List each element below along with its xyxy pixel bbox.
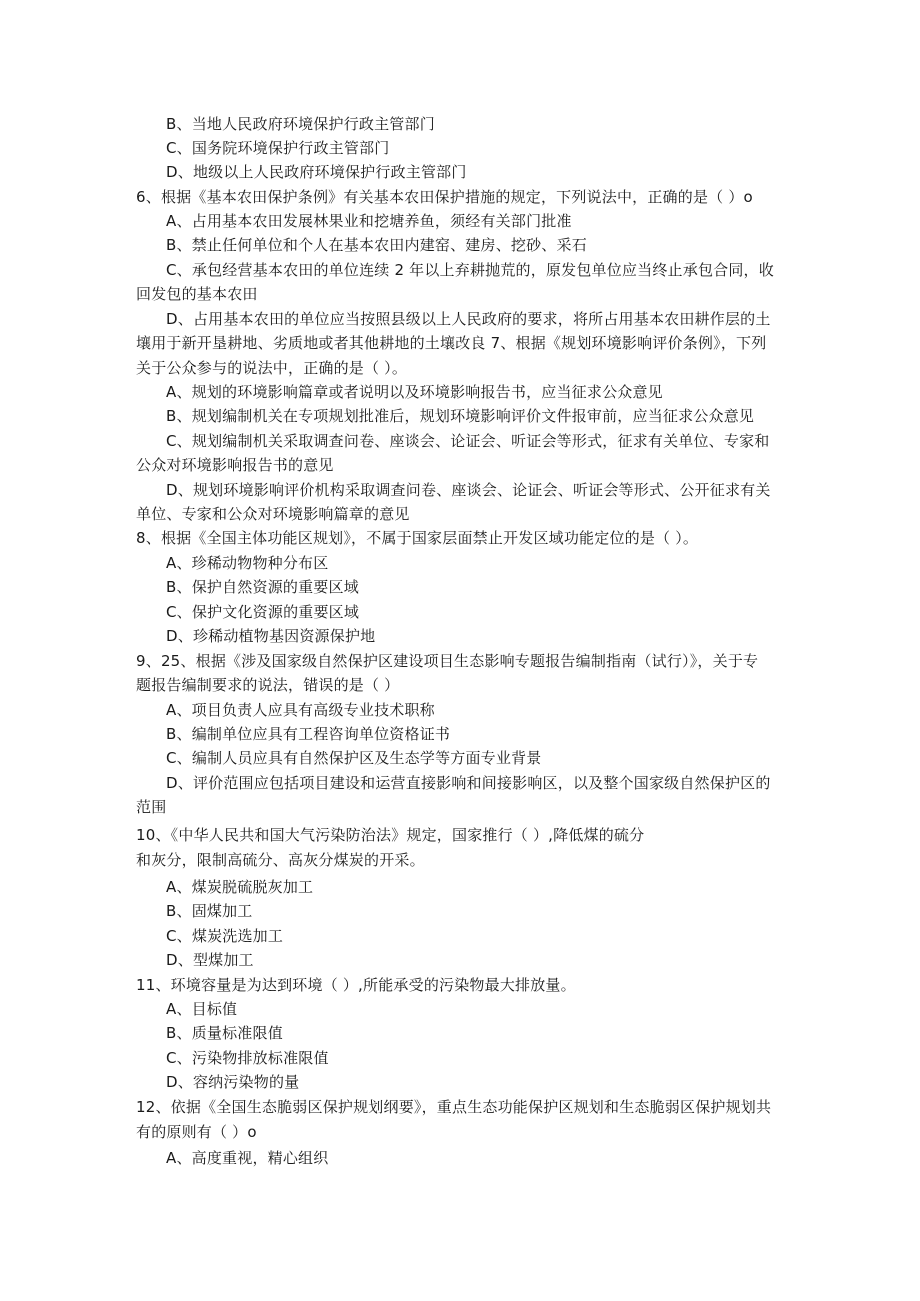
question-line: 11、环境容量是为达到环境（ ）,所能承受的污染物最大排放量。	[136, 976, 576, 994]
question-line: 12、依据《全国生态脆弱区保护规划纲要》，重点生态功能保护区规划和生态脆弱区保护规划共	[136, 1098, 772, 1116]
option-line: C、编制人员应具有自然保护区及生态学等方面专业背景	[166, 749, 542, 767]
question-line: 关于公众参与的说法中，正确的是（ ）。	[136, 359, 408, 377]
option-line: B、规划编制机关在专项规划批准后，规划环境影响评价文件报审前，应当征求公众意见	[166, 407, 755, 425]
continuation-line: 公众对环境影响报告书的意见	[136, 456, 334, 474]
option-line: D、地级以上人民政府环境保护行政主管部门	[166, 163, 467, 181]
option-line: D、珍稀动植物基因资源保护地	[166, 627, 376, 645]
continuation-line: 有的原则有（ ）o	[136, 1123, 257, 1141]
option-line: A、占用基本农田发展林果业和挖塘养鱼，须经有关部门批准	[166, 212, 572, 230]
option-line: C、煤炭洗选加工	[166, 927, 284, 945]
option-line: B、禁止任何单位和个人在基本农田内建窑、建房、挖砂、采石	[166, 236, 587, 254]
option-line: C、承包经营基本农田的单位连续 2 年以上弃耕抛荒的，原发包单位应当终止承包合同，收	[166, 261, 774, 279]
continuation-line: 回发包的基本农田	[136, 285, 258, 303]
option-line: B、当地人民政府环境保护行政主管部门	[166, 115, 435, 133]
option-line: A、项目负责人应具有高级专业技术职称	[166, 701, 435, 719]
option-line: C、保护文化资源的重要区域	[166, 603, 360, 621]
option-line: A、规划的环境影响篇章或者说明以及环境影响报告书，应当征求公众意见	[166, 383, 663, 401]
option-line: B、质量标准限值	[166, 1024, 283, 1042]
continuation-line: 题报告编制要求的说法，错误的是（ ）	[136, 676, 400, 694]
question-line: 9、25、根据《涉及国家级自然保护区建设项目生态影响专题报告编制指南（试行）》，关于专	[136, 652, 759, 670]
option-line: A、高度重视，精心组织	[166, 1149, 329, 1167]
option-line: A、煤炭脱硫脱灰加工	[166, 878, 314, 896]
option-line: C、规划编制机关采取调查问卷、座谈会、论证会、听证会等形式，征求有关单位、专家和	[166, 432, 770, 450]
continuation-line: 单位、专家和公众对环境影响篇章的意见	[136, 505, 410, 523]
option-line: B、保护自然资源的重要区域	[166, 578, 359, 596]
continuation-line: 范围	[136, 798, 167, 816]
option-line: D、容纳污染物的量	[166, 1073, 300, 1091]
option-line: B、固煤加工	[166, 902, 253, 920]
option-line: D、占用基本农田的单位应当按照县级以上人民政府的要求，将所占用基本农田耕作层的土	[166, 310, 771, 328]
option-line: D、规划环境影响评价机构采取调查问卷、座谈会、论证会、听证会等形式、公开征求有关	[166, 481, 771, 499]
option-line: D、型煤加工	[166, 951, 254, 969]
option-line: C、国务院环境保护行政主管部门	[166, 139, 390, 157]
option-line: A、珍稀动物物种分布区	[166, 554, 329, 572]
question-line: 6、根据《基本农田保护条例》有关基本农田保护措施的规定，下列说法中，正确的是（ ）o	[136, 188, 753, 206]
continuation-line: 和灰分，限制高硫分、高灰分煤炭的开采。	[136, 851, 425, 869]
question-line: 8、根据《全国主体功能区规划》，不属于国家层面禁止开发区域功能定位的是（ ）。	[136, 529, 699, 547]
question-line: 10、《中华人民共和国大气污染防治法》规定，国家推行（ ）,降低煤的硫分	[136, 826, 645, 844]
option-line: B、编制单位应具有工程咨询单位资格证书	[166, 725, 451, 743]
continuation-line: 壤用于新开垦耕地、劣质地或者其他耕地的土壤改良 7、根据《规划环境影响评价条例》，下列	[136, 334, 767, 352]
option-line: C、污染物排放标准限值	[166, 1049, 329, 1067]
option-line: A、目标值	[166, 1000, 238, 1018]
option-line: D、评价范围应包括项目建设和运营直接影响和间接影响区，以及整个国家级自然保护区的	[166, 774, 771, 792]
